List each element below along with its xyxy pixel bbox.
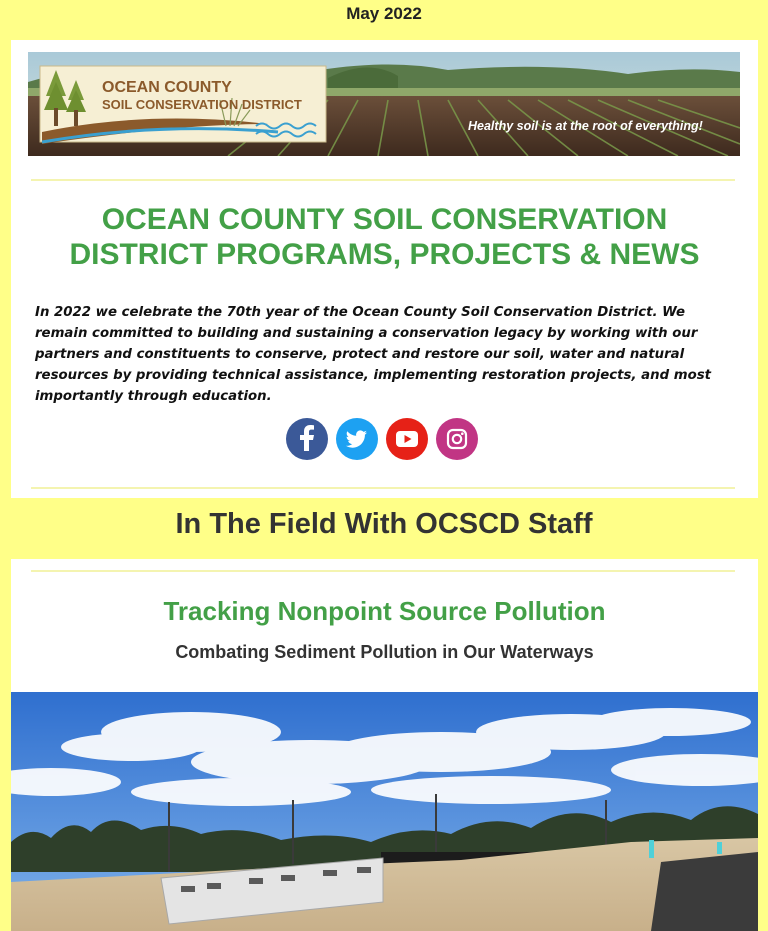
- instagram-icon[interactable]: [436, 418, 478, 460]
- divider: [31, 487, 735, 489]
- section-heading: In The Field With OCSCD Staff: [175, 508, 593, 540]
- facebook-icon[interactable]: [286, 418, 328, 460]
- article-title[interactable]: Tracking Nonpoint Source Pollution: [163, 596, 606, 626]
- intro-paragraph: In 2022 we celebrate the 70th year of the Ocean County Soil Conservation District. We remain committed to building and sustaining a conservation legacy by working with our partners and constituents to conserve, protect and restore our soil, water and natural resources by providing technical assistance, implementing restoration projects, and most importantly through education.: [35, 305, 711, 404]
- header-card: [11, 40, 758, 498]
- article-photo[interactable]: [11, 692, 758, 931]
- svg-text:Healthy soil is at the root of: Healthy soil is at the root of everything!: [468, 119, 703, 133]
- header-banner[interactable]: [28, 52, 740, 156]
- divider: [31, 179, 735, 181]
- article-subtitle: Combating Sediment Pollution in Our Waterways: [175, 642, 594, 662]
- social-links: [286, 418, 478, 460]
- youtube-icon[interactable]: [386, 418, 428, 460]
- svg-text:OCEAN COUNTY: OCEAN COUNTY: [102, 79, 232, 96]
- newsletter-date: May 2022: [346, 4, 422, 23]
- twitter-icon[interactable]: [336, 418, 378, 460]
- svg-text:SOIL CONSERVATION DISTRICT: SOIL CONSERVATION DISTRICT: [102, 97, 302, 112]
- article-card: [11, 559, 758, 931]
- construction-site-photo: [11, 692, 758, 931]
- divider: [31, 570, 735, 572]
- farm-field-banner: [28, 52, 740, 156]
- newsletter-title: OCEAN COUNTY SOIL CONSERVATION DISTRICT PROGRAMS, PROJECTS & NEWS: [69, 203, 700, 271]
